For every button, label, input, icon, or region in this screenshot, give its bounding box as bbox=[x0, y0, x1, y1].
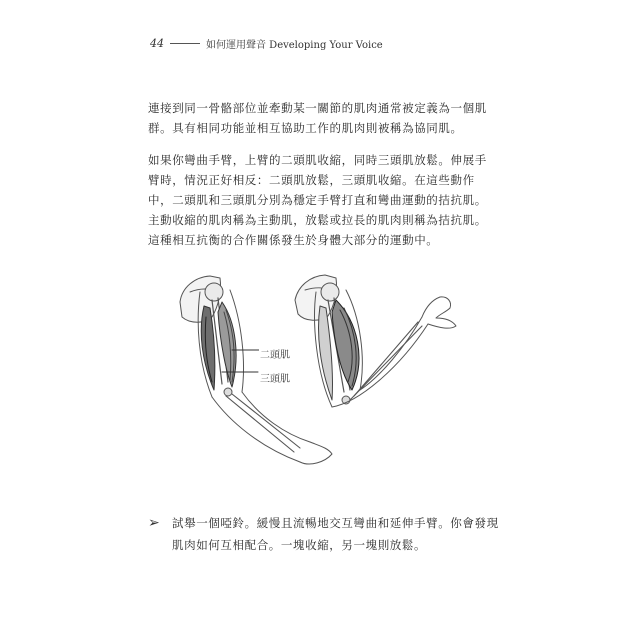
running-header bbox=[150, 36, 383, 51]
arm-muscles-illustration bbox=[160, 262, 480, 472]
page-number: 44 bbox=[150, 37, 164, 50]
paragraph-antagonist-muscles: 如果你彎曲手臂，上臂的二頭肌收縮，同時三頭肌放鬆。伸展手臂時，情況正好相反：二頭肌放鬆，三頭肌收縮。在這些動作中，二頭肌和三頭肌分別為穩定手臂打直和彎曲運動的拮抗肌。主動收縮的肌肉稱為主動肌，放鬆或拉長的肌肉則稱為拮抗肌。這種相互抗衡的合作關係發生於身體大部分的運動中。 bbox=[148, 153, 487, 247]
arrow-right-icon: ➢ bbox=[148, 515, 161, 531]
exercise-text: 試舉一個啞鈴。緩慢且流暢地交互彎曲和延伸手臂。你會發現肌肉如何互相配合。一塊收縮，另一塊則放鬆。 bbox=[172, 516, 499, 552]
exercise-instruction bbox=[148, 512, 502, 556]
header-divider bbox=[170, 43, 200, 44]
book-title: 如何運用聲音 Developing Your Voice bbox=[206, 40, 383, 51]
paragraph-muscle-groups: 連接到同一骨骼部位並牽動某一關節的肌肉通常被定義為一個肌群。具有相同功能並相互協助工作的肌肉則被稱為協同肌。 bbox=[148, 101, 487, 135]
biceps-label: 二頭肌 bbox=[259, 346, 291, 361]
triceps-label: 三頭肌 bbox=[259, 370, 291, 385]
flexed-arm-drawing bbox=[295, 275, 456, 407]
